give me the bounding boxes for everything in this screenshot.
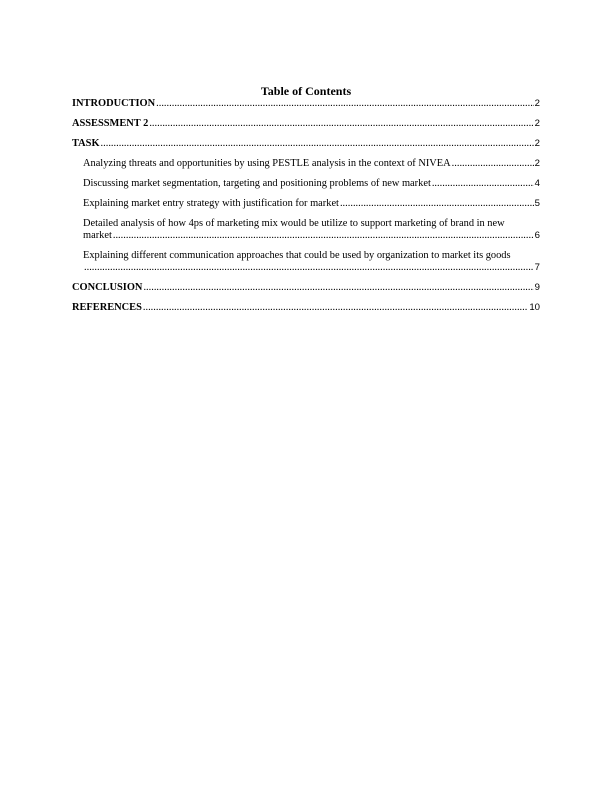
- toc-page-number: 10: [529, 302, 540, 313]
- toc-page-number: 9: [534, 282, 540, 293]
- toc-entry-label-line-2: market: [83, 230, 112, 241]
- toc-entry-4ps-marketing-mix[interactable]: [72, 218, 540, 242]
- toc-entry-conclusion[interactable]: [72, 282, 540, 294]
- toc-page-number: 5: [534, 198, 540, 209]
- toc-entry-pestle-analysis[interactable]: [72, 158, 540, 170]
- toc-entry-label: REFERENCES: [72, 302, 142, 313]
- toc-entry-label: Explaining market entry strategy with justification for market: [83, 198, 339, 209]
- dot-leader: [113, 230, 534, 242]
- toc-entry-market-segmentation[interactable]: [72, 178, 540, 190]
- toc-entry-market-entry-strategy[interactable]: [72, 198, 540, 210]
- toc-entry-communication-approaches[interactable]: [72, 250, 540, 274]
- toc-page-number: 7: [534, 262, 540, 273]
- toc-entry-introduction[interactable]: [72, 98, 540, 110]
- toc-entry-label-line-1: Explaining different communication approaches that could be used by organization to market its goods: [83, 250, 511, 261]
- toc-entry-label: INTRODUCTION: [72, 98, 156, 109]
- toc-page-number: 4: [534, 178, 540, 189]
- toc-page-number: 6: [534, 230, 540, 241]
- dot-leader: [149, 118, 533, 130]
- toc-entry-references[interactable]: [72, 302, 540, 314]
- dot-leader: [101, 138, 534, 150]
- toc-entry-label: CONCLUSION: [72, 282, 143, 293]
- toc-entry-label: Analyzing threats and opportunities by using PESTLE analysis in the context of NIVEA: [83, 158, 451, 169]
- toc-entry-label: Discussing market segmentation, targeting and positioning problems of new market: [83, 178, 431, 189]
- dot-leader: [143, 282, 533, 294]
- toc-page-number: 2: [534, 98, 540, 109]
- dot-leader: [452, 158, 534, 170]
- dot-leader: [84, 262, 534, 274]
- toc-entry-label: TASK: [72, 138, 100, 149]
- dot-leader: [340, 198, 534, 210]
- toc-entry-label: ASSESSMENT 2: [72, 118, 149, 129]
- toc-entry-label-line-1: Detailed analysis of how 4ps of marketing mix would be utilize to support marketing of brand in new: [83, 218, 505, 229]
- toc-page-number: 2: [534, 158, 540, 169]
- toc-title: Table of Contents: [260, 84, 352, 98]
- dot-leader: [432, 178, 534, 190]
- toc-page-number: 2: [534, 138, 540, 149]
- toc-page-number: 2: [534, 118, 540, 129]
- table-of-contents: [72, 98, 540, 322]
- toc-entry-assessment-2[interactable]: [72, 118, 540, 130]
- toc-entry-task[interactable]: [72, 138, 540, 150]
- dot-leader: [143, 302, 528, 314]
- dot-leader: [156, 98, 534, 110]
